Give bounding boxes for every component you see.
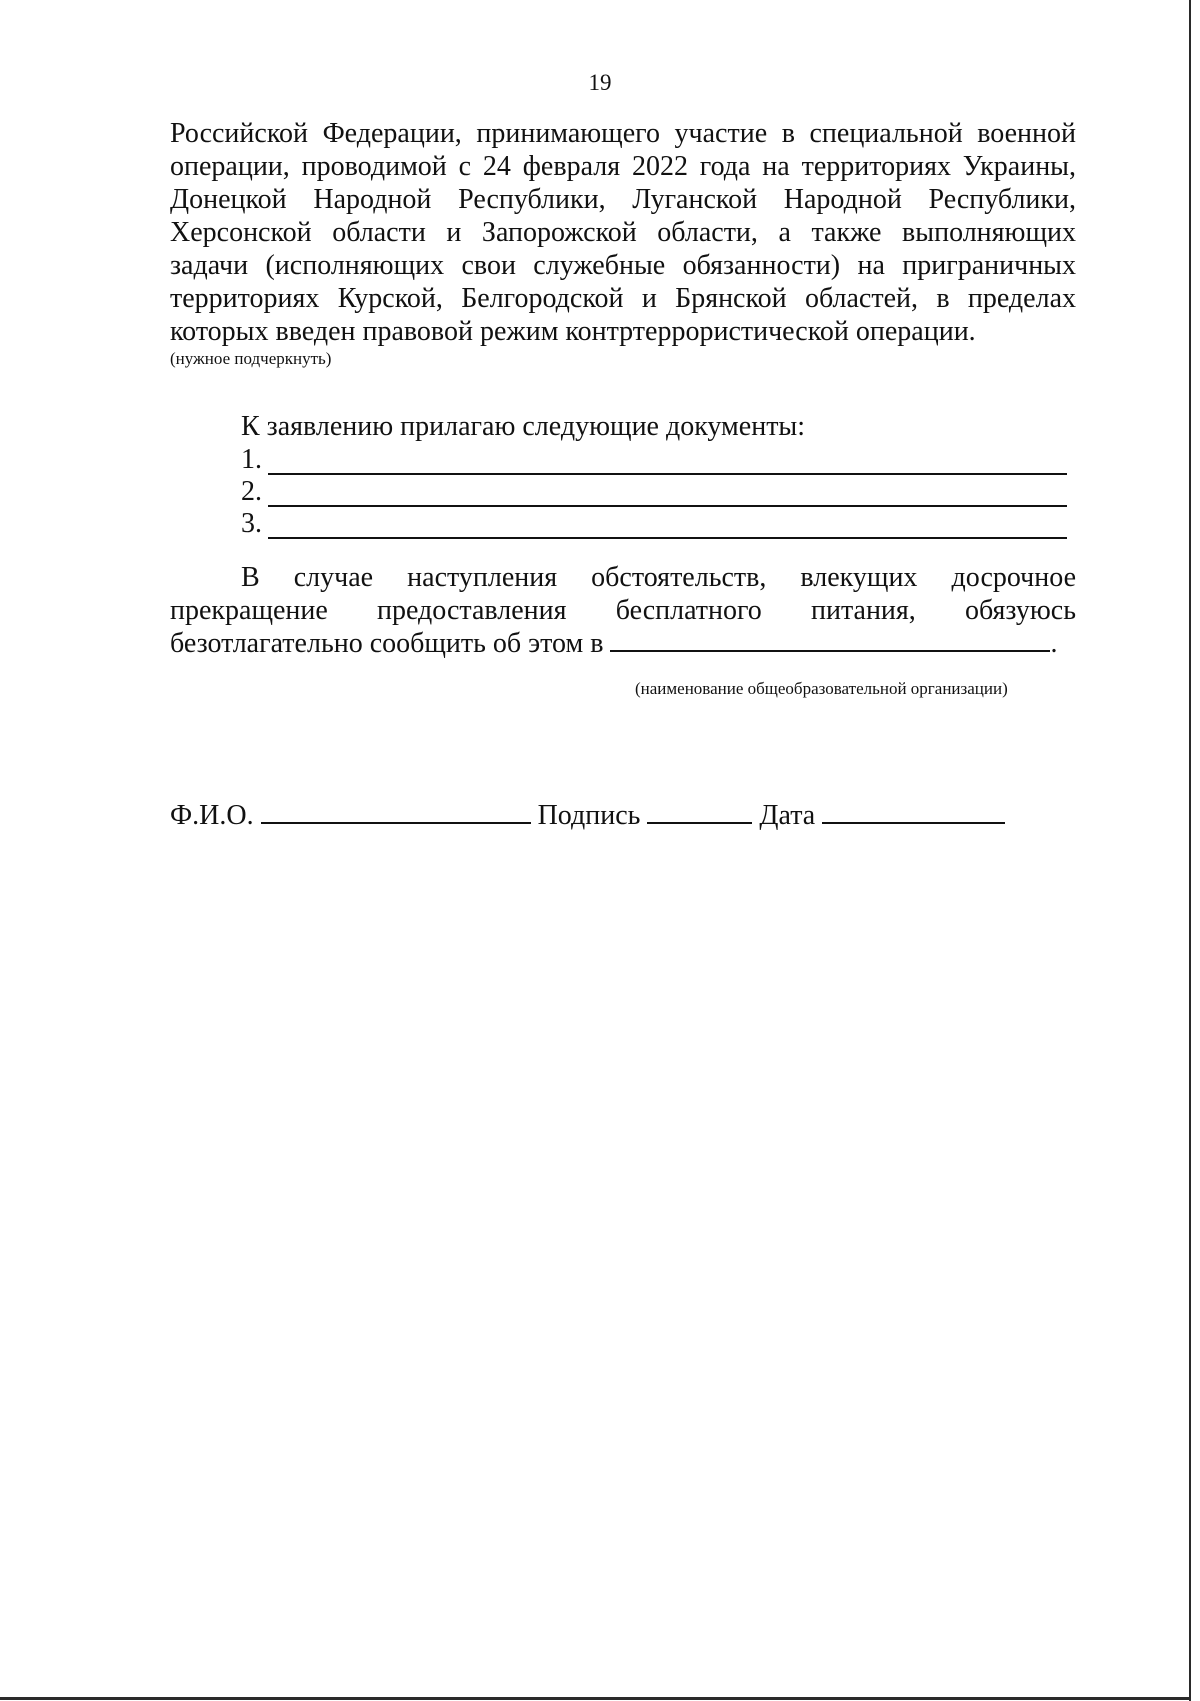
document-entry-blank-line[interactable] (268, 537, 1067, 539)
document-entry-blank-line[interactable] (268, 473, 1067, 475)
fio-label: Ф.И.О. (170, 800, 254, 831)
date-blank-line[interactable] (822, 800, 1005, 824)
paragraph-line: Российской Федерации, принимающего участие в специальной военной (170, 118, 1076, 149)
document-entry-blank-line[interactable] (268, 505, 1067, 507)
document-entry-number: 3. (241, 508, 262, 539)
document-entry-1[interactable] (241, 444, 1067, 476)
paragraph-line: задачи (исполняющих свои служебные обязанности) на приграничных (170, 250, 1076, 281)
paragraph-line: Донецкой Народной Республики, Луганской Народной Республики, (170, 184, 1076, 215)
sentence-end-period: . (1050, 628, 1058, 659)
signature-label: Подпись (537, 800, 641, 831)
organization-name-caption: (наименование общеобразовательной организации) (635, 679, 1008, 698)
document-entry-number: 1. (241, 444, 262, 475)
page-number: 19 (588, 70, 612, 95)
scan-border-bottom (0, 1697, 1191, 1700)
document-entry-number: 2. (241, 476, 262, 507)
date-label: Дата (759, 800, 816, 831)
organization-name-blank-line[interactable] (610, 628, 1050, 652)
paragraph-line: которых введен правовой режим контртеррористической операции. (170, 316, 976, 347)
scan-border-right (1189, 0, 1191, 1701)
signature-blank-line[interactable] (647, 800, 752, 824)
paragraph-line: прекращение предоставления бесплатного питания, обязуюсь (170, 595, 1076, 626)
paragraph-line: территориях Курской, Белгородской и Брянской областей, в пределах (170, 283, 1076, 314)
paragraph-line: Херсонской области и Запорожской области, а также выполняющих (170, 217, 1076, 248)
paragraph-line: В случае наступления обстоятельств, влекущих досрочное (241, 562, 1076, 593)
document-entry-2[interactable] (241, 476, 1067, 508)
report-to-line (170, 628, 1076, 660)
fio-blank-line[interactable] (261, 800, 531, 824)
signature-row (170, 800, 1005, 832)
underline-hint-note: (нужное подчеркнуть) (170, 349, 332, 368)
paragraph-line: операции, проводимой с 24 февраля 2022 года на территориях Украины, (170, 151, 1076, 182)
report-to-text: безотлагательно сообщить об этом в (170, 628, 604, 659)
attached-documents-heading: К заявлению прилагаю следующие документы: (241, 411, 806, 442)
document-entry-3[interactable] (241, 508, 1067, 540)
